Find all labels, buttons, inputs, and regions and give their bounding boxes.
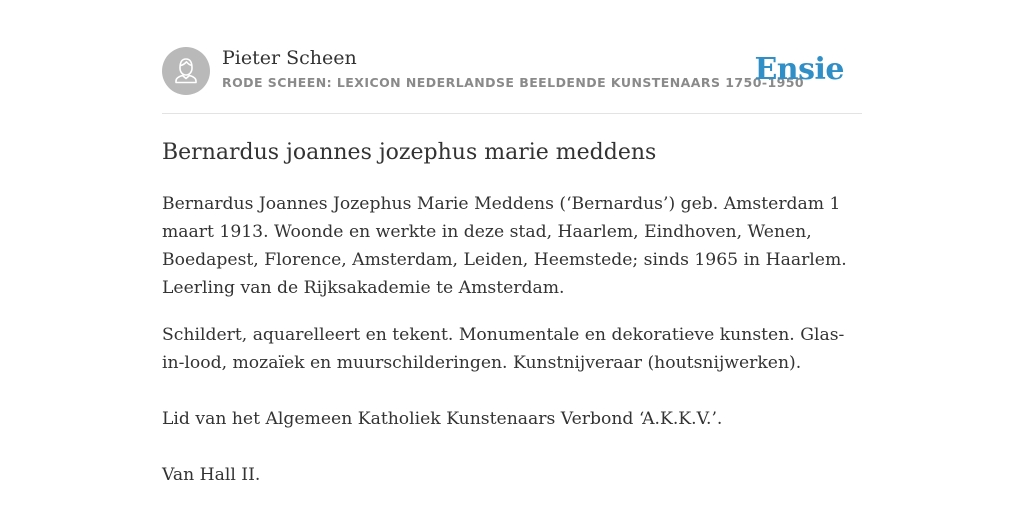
paragraph-work: Schildert, aquarelleert en tekent. Monumentale en dekoratieve kunsten. Glas-in-lood, mozaïek en muurschilderingen. Kunstnijveraar (houtsnijwerken). xyxy=(162,325,845,373)
paragraph-reference: Van Hall II. xyxy=(162,465,261,485)
article-body xyxy=(162,190,862,489)
source-title[interactable]: RODE SCHEEN: LEXICON NEDERLANDSE BEELDENDE KUNSTENAARS 1750-1950 xyxy=(222,75,805,90)
avatar[interactable] xyxy=(162,47,210,95)
header-divider xyxy=(162,113,862,114)
paragraph-biography: Bernardus Joannes Jozephus Marie Meddens (‘Bernardus’) geb. Amsterdam 1 maart 1913. Woonde en werkte in deze stad, Haarlem, Eindhoven, Wenen, Boedapest, Florence, Amsterdam, Leiden, Heemstede; sinds 1965 in Haarlem. Leerling van de Rijksakademie te Amsterdam. xyxy=(162,194,847,298)
page-title: Bernardus joannes jozephus marie meddens xyxy=(162,140,657,165)
ensie-logo[interactable]: Ensie xyxy=(754,52,844,87)
article-header xyxy=(162,46,862,96)
paragraph-membership: Lid van het Algemeen Katholiek Kunstenaars Verbond ‘A.K.K.V.’. xyxy=(162,409,723,429)
user-avatar-icon xyxy=(162,47,210,95)
author-name[interactable]: Pieter Scheen xyxy=(222,47,357,69)
